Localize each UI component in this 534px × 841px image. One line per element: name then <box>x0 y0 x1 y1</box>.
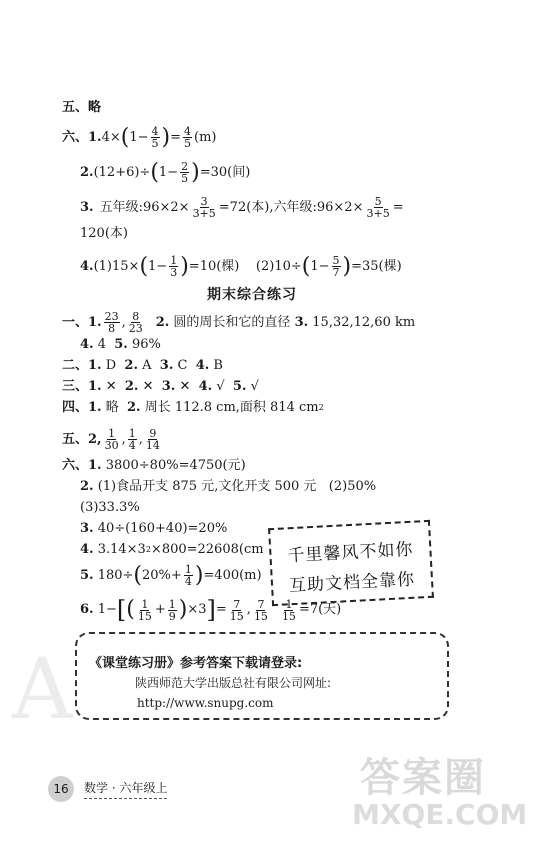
denominator: 4 <box>128 439 136 452</box>
denominator: 5 <box>151 137 159 150</box>
p1-line1 <box>62 311 415 334</box>
p2-n2: 2. <box>124 358 138 373</box>
p2-a4: B <box>209 358 223 373</box>
fraction <box>169 255 178 278</box>
denominator: 15 <box>137 609 152 623</box>
p1-q4-number: 4. <box>80 337 94 352</box>
p1-q5-number: 5. <box>114 337 128 352</box>
s6-q3 <box>80 196 404 219</box>
notice-publisher: 陕西师范大学出版总社有限公司网址: <box>135 676 332 690</box>
numerator: 1 <box>184 563 192 576</box>
paren-open: ( <box>133 562 143 588</box>
p2-a2: A <box>137 358 160 373</box>
fraction <box>184 564 193 587</box>
p2-line <box>62 358 223 374</box>
paren-open: ( <box>150 159 159 185</box>
s6-q2-one-minus: 1− <box>158 164 179 180</box>
p6-q5 <box>80 564 262 587</box>
p6-q3-answer: 40÷(160+40)=20% <box>93 521 228 536</box>
denominator: 15 <box>253 609 268 623</box>
p1-q5-answer: 96% <box>127 337 161 352</box>
comma: , <box>121 314 126 330</box>
s6-q4-result: =35(棵) <box>351 258 402 274</box>
p1-q3-number: 3. <box>294 314 309 330</box>
p6-q5-term: 20%+ <box>142 567 182 583</box>
p5-number: 五、2, <box>62 431 102 447</box>
p3-line <box>62 379 259 395</box>
p3-a1: ✕ <box>101 379 125 394</box>
paren-close: ) <box>178 597 188 622</box>
p3-a3: ✕ <box>175 379 199 394</box>
fraction <box>137 599 153 622</box>
numerator: 7 <box>233 597 241 611</box>
fraction <box>168 599 177 622</box>
denominator: 3+5 <box>366 207 390 220</box>
download-notice-box <box>75 632 449 720</box>
denominator: 15 <box>281 609 296 623</box>
bracket-close: ] <box>206 596 216 624</box>
section-five-heading: 五、略 <box>62 100 102 115</box>
p3-a5: √ <box>246 379 259 394</box>
s6-q2-number: 2. <box>80 164 94 180</box>
numerator: 8 <box>132 310 140 323</box>
numerator: 1 <box>108 427 116 440</box>
fraction <box>104 311 120 334</box>
denominator: 7 <box>332 266 340 279</box>
superscript: 2 <box>318 403 324 412</box>
p6-q4 <box>80 542 264 558</box>
comma: , <box>138 431 143 447</box>
s6-q4-one-minus-2: 1− <box>310 258 330 274</box>
superscript: 2 <box>145 545 151 554</box>
p1-q2-number: 2. <box>155 314 170 330</box>
p1-q2-answer: 圆的周长和它的直径 <box>169 314 295 330</box>
p6-q6-text: 1− <box>93 602 117 617</box>
p6-q6-result: =7(天) <box>298 602 342 617</box>
paren-close: ) <box>161 124 171 150</box>
p4-n2: 2. <box>126 400 141 415</box>
p3-a2: ✕ <box>138 379 162 394</box>
numerator: 23 <box>104 310 119 323</box>
denominator: 3 <box>170 266 178 279</box>
s6-q4-one-minus: 1− <box>148 258 168 274</box>
decorative-letter: A <box>12 640 73 738</box>
fraction <box>104 428 120 451</box>
numerator: 4 <box>184 125 192 138</box>
s6-q1-one-minus: 1− <box>129 129 149 145</box>
p3-n4: 4. <box>198 379 213 394</box>
comma: , <box>121 431 126 447</box>
p6-q1-answer: 3800÷80%=4750(元) <box>101 458 246 473</box>
s6-q3-number: 3. <box>80 199 94 215</box>
p2-n3: 3. <box>159 358 174 373</box>
s6-q1-term: 4× <box>101 129 121 145</box>
paren-open: ( <box>139 253 149 279</box>
denominator: 3+5 <box>192 207 216 220</box>
numerator: 2 <box>181 160 189 173</box>
p5-line <box>62 428 163 451</box>
p2-a3: C <box>173 358 196 373</box>
s6-q4-text2: =10(棵) (2)10÷ <box>188 258 302 274</box>
paren-open: ( <box>301 253 311 279</box>
paren-close: ) <box>342 253 352 279</box>
p4-a2: 周长 112.8 cm,面积 814 cm <box>140 400 319 415</box>
equals: = <box>392 199 404 215</box>
denominator: 9 <box>168 609 176 623</box>
unit: (m) <box>194 129 217 145</box>
denominator: 8 <box>108 322 116 335</box>
s6-q4-number: 4. <box>80 258 94 274</box>
p6-q2 <box>80 479 376 495</box>
p6-q1-number: 六、1. <box>62 458 102 473</box>
p2-n4: 4. <box>195 358 210 373</box>
s6-q2 <box>80 161 250 184</box>
numerator: 1 <box>141 597 149 611</box>
p1-q4-answer: 4 <box>93 337 115 352</box>
comma: , <box>246 602 251 617</box>
bracket-open: [ <box>116 596 127 624</box>
page-footer <box>48 776 167 802</box>
s6-q4 <box>80 255 402 278</box>
denominator: 14 <box>145 439 160 452</box>
p3-a4: √ <box>212 379 233 394</box>
denominator: 5 <box>181 172 189 185</box>
numerator: 5 <box>374 195 382 208</box>
p1-number: 一、1. <box>62 314 102 330</box>
fraction <box>253 599 269 622</box>
s6-q2-result: =30(间) <box>199 164 251 180</box>
fraction <box>332 255 341 278</box>
p6-q6-times: ×3 <box>187 602 207 617</box>
numerator: 4 <box>151 125 159 138</box>
s6-q2-term: (12+6)÷ <box>93 164 151 180</box>
s6-q3-text: 五年级:96×2× <box>99 199 190 215</box>
paren-open: ( <box>120 124 130 150</box>
p6-q5-result: =400(m) <box>203 567 262 583</box>
stamp-line-2: 互助文档全靠你 <box>288 569 416 597</box>
stamp-line-1: 千里馨风不如你 <box>287 539 414 567</box>
p2-number: 二、1. <box>62 358 102 373</box>
numerator: 1 <box>285 597 293 611</box>
paren-close: ) <box>180 253 189 279</box>
s6-q3-cont: 120(本) <box>80 226 128 241</box>
numerator: 1 <box>128 427 136 440</box>
p6-q2-cont: (3)33.3% <box>80 500 140 515</box>
p6-q3 <box>80 521 227 537</box>
p3-n2: 2. <box>124 379 139 394</box>
fraction <box>192 196 217 219</box>
numerator: 5 <box>332 254 340 267</box>
p3-number: 三、1. <box>62 379 102 394</box>
notice-title: 《课堂练习册》参考答案下载请登录: <box>89 656 303 671</box>
p6-q4-answer: 3.14×3 <box>93 542 146 557</box>
s6-q1 <box>62 126 217 149</box>
fraction <box>229 599 245 622</box>
watermark-site: MXQE.COM <box>352 798 528 831</box>
equals: = <box>170 129 182 145</box>
p1-q3-answer: 15,32,12,60 km <box>308 314 416 330</box>
denominator: 23 <box>128 322 143 335</box>
numerator: 1 <box>170 254 178 267</box>
s6-q1-number: 六、1. <box>62 129 102 145</box>
notice-url: http://www.snupg.com <box>137 696 274 710</box>
book-label: 数学 · 六年级上 <box>84 779 167 799</box>
fraction <box>145 428 161 451</box>
p6-q2-answer: (1)食品开支 875 元,文化开支 500 元 (2)50% <box>93 479 377 494</box>
p4-line <box>62 400 324 416</box>
denominator: 5 <box>184 137 192 150</box>
p6-q5-number: 5. <box>80 567 94 583</box>
paren-open: ( <box>126 597 135 622</box>
numerator: 9 <box>149 427 157 440</box>
paren-close: ) <box>191 159 200 185</box>
final-review-title: 期末综合练习 <box>207 287 297 303</box>
page-number: 16 <box>48 776 74 802</box>
plus: + <box>154 602 166 617</box>
paren-close: ) <box>194 562 204 588</box>
s6-q4-text: (1)15× <box>93 258 140 274</box>
p6-q6-number: 6. <box>80 602 94 617</box>
p6-q4-number: 4. <box>80 542 94 557</box>
fraction <box>180 161 189 184</box>
p6-q4-answer-2: ×800=22608(cm <box>150 542 264 557</box>
numerator: 1 <box>168 597 176 611</box>
denominator: 30 <box>104 439 119 452</box>
fraction <box>151 126 160 149</box>
p1-line2 <box>80 337 161 353</box>
denominator: 15 <box>229 609 244 623</box>
equals: = <box>215 602 227 617</box>
p6-q2-number: 2. <box>80 479 94 494</box>
p6-q5-text: 180÷ <box>93 567 134 583</box>
p4-a1: 略 <box>101 400 127 415</box>
denominator: 4 <box>184 575 192 588</box>
p3-n5: 5. <box>232 379 247 394</box>
numerator: 3 <box>200 195 208 208</box>
p6-q3-number: 3. <box>80 521 94 536</box>
watermark-logo: 答案圈 <box>360 755 486 801</box>
s6-q3-text2: =72(本),六年级:96×2× <box>218 199 364 215</box>
p3-n3: 3. <box>161 379 176 394</box>
stamp-overlay <box>268 520 434 606</box>
numerator: 7 <box>257 597 265 611</box>
fraction <box>365 196 390 219</box>
p2-a1: D <box>101 358 125 373</box>
p6-q1 <box>62 458 246 474</box>
p4-number: 四、1. <box>62 400 102 415</box>
fraction <box>183 126 192 149</box>
fraction <box>128 311 144 334</box>
fraction <box>128 428 137 451</box>
